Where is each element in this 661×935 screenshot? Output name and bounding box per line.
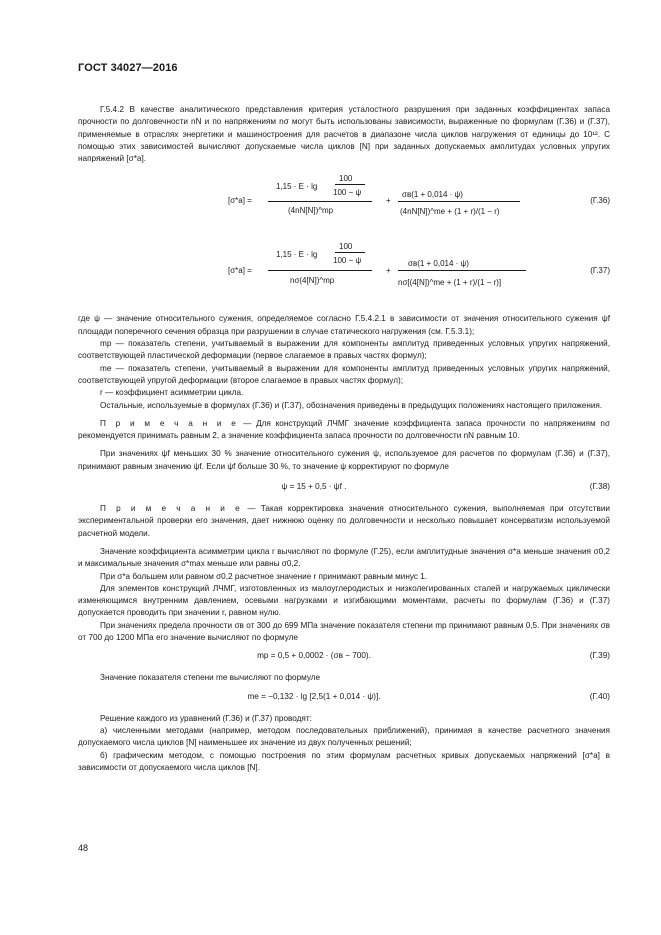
formula-g37-term2-bot: nσ[(4[N])^me + (1 + r)/(1 − r)] bbox=[398, 278, 502, 288]
formula-g40-text: me = −0,132 · lg [2,5(1 + 0,014 · ψ)]. bbox=[247, 691, 381, 701]
solution-b: б) графическим методом, с помощью построения по этим формулам расчетных кривых допускаемых напряжений [σ*a] в зависимости от допускаемого числа циклов [N]. bbox=[78, 750, 610, 772]
note-1-text: — Для конструкций ЛЧМГ значение коэффициента запаса прочности по напряжениям nσ рекомендуется принимать равным 2, а значение коэффициента запаса прочности по долговечности nN равным 10. bbox=[78, 418, 610, 441]
formula-g36-number: (Г.36) bbox=[590, 196, 610, 206]
formula-g36-term2-top: σв(1 + 0,014 · ψ) bbox=[402, 190, 463, 200]
formula-g36-inner-bot: 100 − ψ bbox=[333, 188, 362, 198]
formula-g39-number: (Г.39) bbox=[589, 651, 610, 661]
solution-intro: Решение каждого из уравнений (Г.36) и (Г.37) проводят: bbox=[100, 713, 312, 723]
formula-g38-text: ψ = 15 + 0,5 · ψf . bbox=[281, 482, 347, 492]
formula-g38 bbox=[78, 477, 610, 499]
paragraph-r-2: При σ*a большем или равном σ0,2 расчетное значение r принимают равным минус 1. bbox=[100, 571, 428, 581]
definition-me: me — показатель степени, учитываемый в выражении для компоненты амплитуд приведенных условных упругих напряжений, соответствующей упругой деформации (второе слагаемое в правых частях формул); bbox=[78, 363, 610, 385]
paragraph-r-1: Значение коэффициента асимметрии цикла r вычисляют по формуле (Г.25), если амплитудные значения σ*a меньше значения σ0,2 и максимальные значения σ*max меньше или равны σ0,2. bbox=[78, 546, 610, 569]
formula-g39-text: mp = 0,5 + 0,0002 · (σв − 700). bbox=[257, 651, 371, 661]
definition-r: r — коэффициент асимметрии цикла. bbox=[100, 388, 244, 398]
paragraph-r-3: Для элементов конструкций ЛЧМГ, изготовленных из малоуглеродистых и низколегированных сталей и нагружаемых циклически изменяющимся внутренним давлением, осевыми нагрузками и изгибающими моментами, расчеты по формулам (Г.36) и (Г.37) допускается проводить при значении r, равном нулю. bbox=[78, 583, 610, 618]
formula-g37-term1-bot: nσ(4[N])^mp bbox=[290, 276, 335, 286]
formula-g36-plus: + bbox=[386, 196, 391, 206]
formula-g37-number: (Г.37) bbox=[590, 266, 610, 276]
note-1 bbox=[78, 418, 610, 443]
formula-g37 bbox=[78, 239, 610, 307]
definition-psi: где ψ — значение относительного сужения, определяемое согласно Г.5.4.2.1 в зависимости от значения относительного сужения ψf площади поперечного сечения образца при разрушении в случае статического нагружения (см. Г.5.3.1); bbox=[78, 314, 610, 336]
formula-g36-term1-top: 1,15 · E · lg bbox=[276, 182, 318, 192]
formula-g37-lhs: [σ*a] = bbox=[228, 266, 252, 276]
document-header: ГОСТ 34027—2016 bbox=[78, 62, 178, 74]
formula-g40-number: (Г.40) bbox=[589, 691, 610, 701]
formula-g37-inner-bot: 100 − ψ bbox=[333, 256, 362, 266]
note-1-label: П р и м е ч а н и е bbox=[100, 418, 239, 428]
formula-g37-term2-top: σв(1 + 0,014 · ψ) bbox=[408, 259, 469, 269]
formula-g36 bbox=[78, 171, 610, 233]
formula-g36-inner-top: 100 bbox=[339, 174, 353, 184]
note-2-text: — Такая корректировка значения относительного сужения, выполняемая при отсутствии экспериментальной проверки его значения, дает нижнюю оценку по долговечности и несколько повышает консерватизм используемой расчетной модели. bbox=[78, 504, 610, 538]
solution-a: а) численными методами (например, методом последовательных приближений), принимая в качестве расчетного значения допускаемого числа циклов [N] наименьшее их значение из двух полученных решений; bbox=[78, 725, 610, 748]
paragraph-psi: При значениях ψf меньших 30 % значение относительного сужения ψ, используемое для расчетов по формулам (Г.36) и (Г.37), принимают равным значению ψf. Если ψf больше 30 %, то значение ψ корректируют по формуле bbox=[78, 449, 610, 471]
formula-g37-term1-top: 1,15 · E · lg bbox=[276, 250, 318, 260]
definition-mp: mp — показатель степени, учитываемый в выражении для компоненты амплитуд приведенных условных упругих напряжений, соответствующей пластической деформации (первое слагаемое в правых частях формул); bbox=[78, 339, 610, 361]
body-text bbox=[78, 104, 610, 774]
paragraph-r-4: При значениях предела прочности σв от 300 до 699 МПа значение показателя степени mp принимают равным 0,5. При значениях σв от 700 до 1200 МПа его значение вычисляют по формуле bbox=[78, 620, 610, 643]
formula-g36-term2-bot: (4nN[N])^me + (1 + r)/(1 − r) bbox=[400, 207, 500, 217]
formula-g40 bbox=[78, 685, 610, 709]
formula-g37-inner-top: 100 bbox=[339, 242, 353, 252]
formula-g36-term1-bot: (4nN[N])^mp bbox=[288, 206, 334, 216]
note-2 bbox=[78, 503, 610, 540]
intro-paragraph: Г.5.4.2 В качестве аналитического представления критерия усталостного разрушения при заданных коэффициентах запаса прочности по долговечности nN и по напряжениям nσ могут быть использованы зависимости, выраженные по формулам (Г.36) и (Г.37), применяемые в отраслях энергетики и машиностроения для расчетов в диапазоне числа циклов нагружения от единицы до 10¹². С помощью этих зависимостей вычисляют допускаемые числа циклов [N] при заданных допускаемых амплитудах условных упругих напряжений [σ*a]. bbox=[78, 105, 610, 164]
note-2-label: П р и м е ч а н и е bbox=[100, 504, 243, 514]
page-number: 48 bbox=[78, 843, 89, 853]
formula-g39 bbox=[78, 644, 610, 668]
formula-g38-number: (Г.38) bbox=[589, 482, 610, 492]
definition-other: Остальные, используемые в формулах (Г.36) и (Г.37), обозначения приведены в предыдущих положениях настоящего приложения. bbox=[100, 400, 603, 410]
formula-g37-plus: + bbox=[386, 266, 391, 276]
formula-g36-lhs: [σ*a] = bbox=[228, 196, 252, 206]
paragraph-me: Значение показателя степени me вычисляют по формуле bbox=[100, 673, 321, 683]
